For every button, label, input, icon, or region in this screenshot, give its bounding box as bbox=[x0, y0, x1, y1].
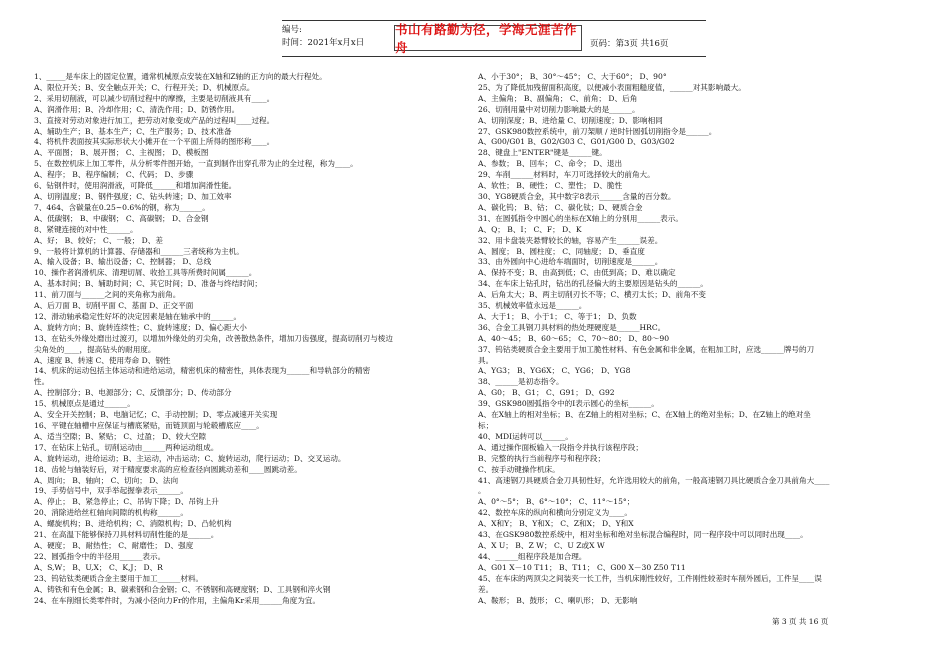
question-line: 25、为了降低加残留面积高度，以便减小表面粗糙度值，______对其影响最大。 bbox=[478, 82, 746, 92]
question-line: A、润滑作用；B、冷却作用；C、清洗作用；D、防锈作用。 bbox=[34, 104, 240, 114]
question-line: 20、消除进给丝杠轴向间隙的机构称______。 bbox=[34, 508, 188, 518]
question-line: 40、MDI运转可以______。 bbox=[478, 431, 573, 441]
question-line: A、鞍形； B、鼓形； C、喇叭形； D、无影响 bbox=[478, 595, 638, 605]
left-question-column bbox=[34, 72, 474, 606]
question-line: 15、机械原点是通过______。 bbox=[34, 399, 135, 409]
question-line: 26、切削用量中对切削力影响最大的是______。 bbox=[478, 104, 640, 114]
page-header bbox=[282, 20, 706, 56]
question-line: A、控制部分；B、电源部分；C、反馈部分；D、传动部分 bbox=[34, 388, 232, 398]
question-line: 31、在圆弧指令中圆心的坐标在X轴上的分别用______表示。 bbox=[478, 213, 683, 223]
question-line: 30、YG8硬质合金，其中数字8表示______含量的百分数。 bbox=[478, 191, 676, 201]
question-line: B、完整的执行当前程序号和程序段； bbox=[478, 453, 606, 463]
question-line: A、旋转运动，进给运动；B、主运动，冲击运动；C、旋转运动，爬行运动；D、交叉运动。 bbox=[34, 453, 346, 463]
question-line: A、后刀面 B、切削平面 C、基面 D、正交平面 bbox=[34, 301, 194, 311]
question-line: A、主偏角； B、副偏角； C、前角； D、后角 bbox=[478, 93, 638, 103]
question-line: 8、紧键连接的对中性______。 bbox=[34, 224, 138, 234]
question-line: A、YG3； B、YG6X； C、YG6； D、YG8 bbox=[478, 366, 631, 376]
question-line: A、辅助生产；B、基本生产；C、生产服务；D、技术准备 bbox=[34, 126, 232, 136]
question-line: A、速度 B、转速 C、使用寿命 D、钢性 bbox=[34, 355, 171, 365]
question-line: A、平面图； B、展开图； C、主视图； D、模板图 bbox=[34, 148, 209, 158]
page-footer: 第 3 页 共 16 页 bbox=[772, 617, 829, 626]
question-line: A、G0； B、G1； C、G91； D、G92 bbox=[478, 388, 615, 398]
question-line: 9、一般将计算机的计算器、存储器和______三者统称为主机。 bbox=[34, 246, 244, 256]
question-line: A、安全开关控制；B、电脑记忆；C、手动控制；D、零点减速开关实现 bbox=[34, 410, 278, 420]
question-line: 。 bbox=[478, 486, 486, 496]
question-line: A、参数； B、回车； C、命令； D、退出 bbox=[478, 159, 623, 169]
question-line: 1、_____是车床上的固定位置，通常机械原点安装在X轴和Z轴的正方向的最大行程处。 bbox=[34, 72, 327, 81]
question-line: A、适当空隙；B、紧贴； C、过盈； D、较大空隙 bbox=[34, 431, 207, 441]
question-line: 12、滑动轴承稳定性好坏的决定因素是轴在轴承中的______。 bbox=[34, 311, 242, 321]
question-line: 44、______组程序段是加合理。 bbox=[478, 551, 587, 561]
header-bottom-rule bbox=[282, 56, 706, 57]
question-line: A、40～45； B、60～65； C、70～80； D、80～90 bbox=[478, 333, 670, 343]
question-line: A、后角太大；B、两主切削刃长不等；C、横刃太长；D、前角不变 bbox=[478, 290, 706, 300]
question-line: A、输入设备；B、输出设备；C、控制器； D、总线 bbox=[34, 257, 212, 267]
question-line: A、在X轴上的相对坐标；B、在Z轴上的相对坐标；C、在X轴上的绝对坐标；D、在Z轴上的绝对坐 bbox=[478, 410, 811, 420]
question-line: 21、在高温下能够保持刀具材料切削性能的是______。 bbox=[34, 530, 219, 540]
question-line: A、大于1； B、小于1； C、等于1； D、负数 bbox=[478, 311, 637, 321]
question-line: 22、圆弧指令中的半径用______表示。 bbox=[34, 551, 166, 561]
question-line: A、G01 X－10 T11； B、T11； C、G00 X－30 Z50 T11 bbox=[478, 562, 686, 572]
question-line: 29、车削______材料时，车刀可选择较大的前角大。 bbox=[478, 170, 655, 180]
question-line: A、程序； B、程序编制； C、代码； D、步骤 bbox=[34, 170, 194, 180]
question-line: A、切削温度；B、钢件强度；C、钻头转速；D、加工效率 bbox=[34, 191, 232, 201]
question-line: 19、手势信号中，双手举起握拳表示______。 bbox=[34, 486, 188, 496]
question-line: A、限位开关；B、安全触点开关；C、行程开关；D、机械原点。 bbox=[34, 82, 255, 92]
question-line: 10、操作者润滑机床、清理切屑、收拾工具等所费时间属______。 bbox=[34, 268, 257, 278]
question-line: A、小于30°； B、30°～45°； C、大于60°； D、90° bbox=[478, 72, 667, 81]
right-question-column bbox=[478, 72, 910, 606]
time-label: 时间：2021年x月x日 bbox=[282, 38, 365, 48]
question-line: A、通过操作面板输入一段指令并执行该程序段； bbox=[478, 442, 643, 452]
question-line: 18、齿轮与轴装好后，对于精度要求高的应检查径向圆跳动差和____圆跳动差。 bbox=[34, 464, 302, 474]
question-line: 标； bbox=[478, 421, 494, 430]
question-line: 17、在钻床上钻孔，切削运动由______两种运动组成。 bbox=[34, 442, 219, 452]
question-line: 具。 bbox=[478, 355, 494, 365]
question-line: A、Q； B、I； C、F； D、K bbox=[478, 224, 582, 234]
question-line: 4、将机件表面按其实际形状大小摊开在一个平面上所得的图形称____。 bbox=[34, 137, 275, 147]
question-line: 14、机床的运动包括主体运动和进给运动，精密机床的精密性，具体表现为______和导轨部分的精密 bbox=[34, 366, 371, 376]
question-line: 5、在数控机床上加工零件，从分析零件图开始，一直到制作出穿孔带为止的全过程，称为____。 bbox=[34, 159, 358, 169]
page-number-label: 页码：第3页 共16页 bbox=[590, 39, 669, 49]
question-line: 6、钻钢件时，使用润滑液，可降低______和增加润滑性能。 bbox=[34, 181, 237, 191]
question-line: A、X U； B、Z W； C、U Z或X W bbox=[478, 540, 605, 550]
question-line: 27、GSK980数控系统中，前刀架顺 / 逆时针圆弧切削指令是______。 bbox=[478, 126, 717, 136]
question-line: 37、钨钴类硬质合金主要用于加工脆性材料、有色金属和非金属，在粗加工时，应选______牌号的刀 bbox=[478, 344, 815, 354]
question-line: A、旋转方向；B、旋转连续性；C、旋转速度；D、偏心距大小 bbox=[34, 322, 247, 332]
question-line: 性。 bbox=[34, 377, 50, 387]
question-line: 35、机械效率值永远是______。 bbox=[478, 301, 587, 311]
question-line: A、圆度； B、圆柱度； C、同轴度； D、垂直度 bbox=[478, 246, 645, 256]
question-line: A、周向； B、轴向； C、切向； D、法向 bbox=[34, 475, 179, 485]
question-line: A、0°～5°； B、6°～10°； C、11°～15°； bbox=[478, 497, 635, 507]
question-line: 38、______是初态指令。 bbox=[478, 377, 564, 387]
question-line: A、S,W； B、U,X； C、K,J； D、R bbox=[34, 562, 163, 572]
question-line: 尖角处的____，提高钻头的耐用度。 bbox=[34, 344, 156, 354]
question-line: A、好； B、较好； C、一般； D、差 bbox=[34, 235, 163, 245]
question-line: 13、在钻头外缘处磨出过渡刃，以增加外缘处的刃尖角，改善散热条件，增加刀齿强度，提高切削刃与棱边 bbox=[34, 333, 393, 343]
question-line: A、保持不变；B、由高到低；C、由低到高；D、难以确定 bbox=[478, 268, 676, 278]
question-line: C、按手动键操作机床。 bbox=[478, 464, 560, 474]
serial-label: 编号: bbox=[282, 25, 302, 35]
question-line: 16、平键在轴槽中应保证与槽底紧贴，而链顶面与轮毂槽底应____。 bbox=[34, 421, 264, 430]
question-line: A、X和Y； B、Y和X； C、Z和X； D、Y和X bbox=[478, 519, 634, 529]
question-line: 28、键盘上"ENTER"键是______键。 bbox=[478, 148, 607, 158]
question-line: 41、高速钢刀具硬质合金刀具韧性好，允许选用较大的前角，一般高速钢刀具比硬质合金刀具前角大____ bbox=[478, 475, 830, 485]
question-line: A、停止； B、紧急停止；C、吊钩下降；D、吊钩上升 bbox=[34, 497, 219, 507]
question-line: A、软性； B、硬性； C、塑性； D、脆性 bbox=[478, 181, 623, 191]
question-line: 7、464、含碳量在0.25~0.6%的钢，称为______。 bbox=[34, 202, 210, 212]
question-line: 2、采用切削液，可以减少切削过程中的摩擦，主要是切削液具有____。 bbox=[34, 93, 275, 103]
question-line: 差。 bbox=[478, 584, 494, 594]
question-line: A、铸铁和有色金属；B、碳素钢和合金钢；C、不锈钢和高硬度钢；D、工具钢和淬火钢 bbox=[34, 584, 331, 594]
question-line: 42、数控车床的纵向和横向分别定义为____。 bbox=[478, 508, 632, 518]
question-line: 11、前刀面与______之间的夹角称为前角。 bbox=[34, 290, 181, 300]
question-line: 36、合金工具钢刀具材料的热处理硬度是______HRC。 bbox=[478, 322, 666, 332]
question-line: 34、在车床上钻孔时，钻出的孔径偏大的主要原因是钻头的______。 bbox=[478, 279, 708, 289]
question-line: 24、在车削细长类零件时，为减小径向力Fr的作用，主偏角Kr采用______角度为宜。 bbox=[34, 595, 321, 605]
question-line: A、螺旋机构；B、进给机构；C、消隙机构；D、凸轮机构 bbox=[34, 519, 232, 529]
question-line: 43、在GSK980数控系统中，相对坐标和绝对坐标混合编程时，同一程序段中可以同时出现____。 bbox=[478, 530, 808, 540]
question-line: A、基本时间；B、辅助时间；C、其它时间；D、准备与终结时间； bbox=[34, 279, 262, 289]
header-left bbox=[282, 24, 392, 50]
question-line: 39、GSK980圆弧指令中的I表示圆心的坐标______。 bbox=[478, 399, 659, 409]
question-line: 32、用卡盘装夹悬臂较长的轴，容易产生______误差。 bbox=[478, 235, 663, 245]
slogan-box: 书山有路勤为径，学海无涯苦作舟 bbox=[394, 25, 582, 51]
question-line: 45、在车床的两顶尖之间装夹一长工件，当机床刚性较好，工件刚性较差时车削外圆后，工件呈____误 bbox=[478, 573, 822, 583]
question-line: A、硬度； B、耐热性； C、耐磨性； D、强度 bbox=[34, 540, 194, 550]
question-line: 3、直接对劳动对象进行加工，把劳动对象变成产品的过程叫____过程。 bbox=[34, 115, 275, 125]
question-line: A、碳化钨； B、钴； C、碳化钛；D、硬质合金 bbox=[478, 202, 643, 212]
question-line: A、低碳钢； B、中碳钢； C、高碳钢； D、合金钢 bbox=[34, 213, 209, 223]
question-line: 33、由外圆向中心进给车端面时，切削速度是______。 bbox=[478, 257, 663, 267]
question-line: A、G00/G01 B、G02/G03 C、G01/G00 D、G03/G02 bbox=[478, 137, 675, 147]
question-line: A、切削深度；B、进给量 C、切削速度；D、影响相同 bbox=[478, 115, 663, 125]
question-line: 23、钨钴钛类硬质合金主要用于加工______材料。 bbox=[34, 573, 204, 583]
